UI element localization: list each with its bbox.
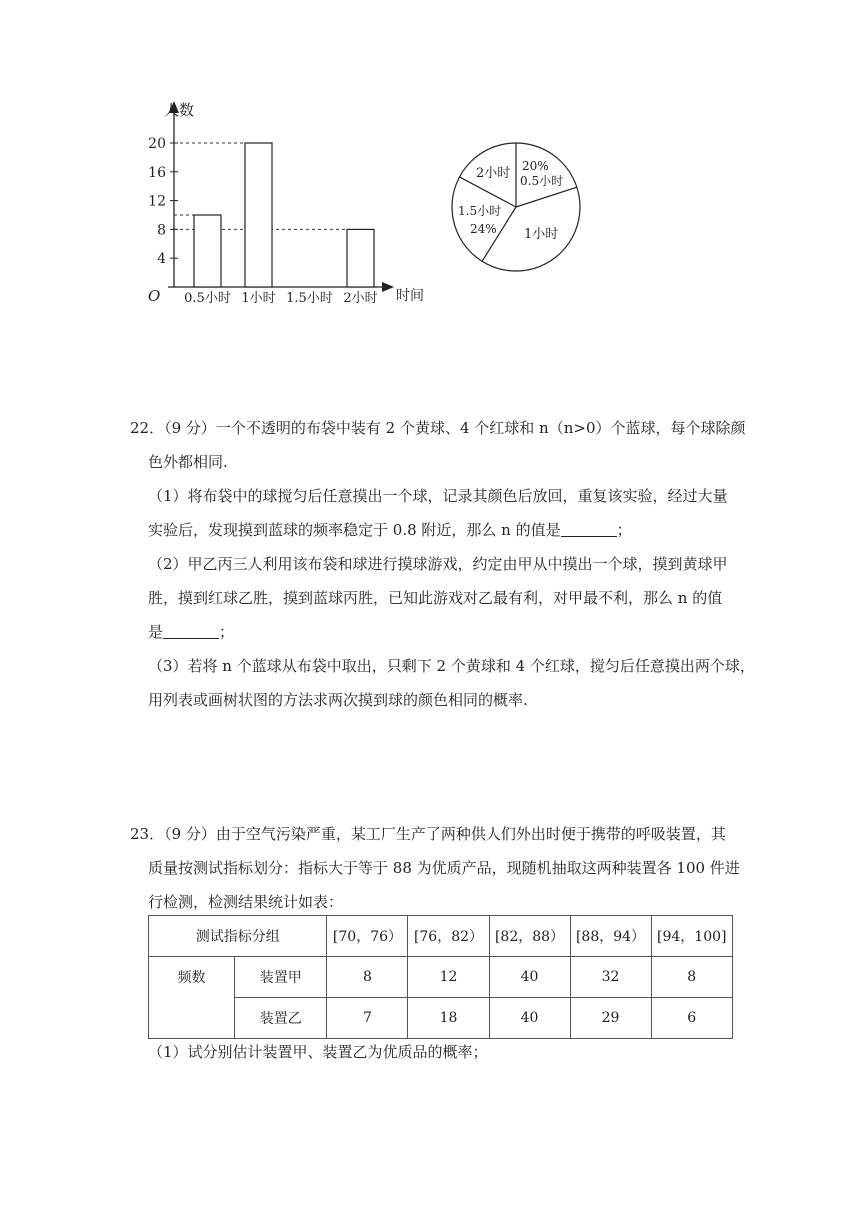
table-cell: 29 <box>570 998 651 1039</box>
bars <box>194 143 374 287</box>
table-row <box>149 957 733 998</box>
table-header-row <box>149 916 733 957</box>
x-tick-label: 0.5小时 <box>184 291 231 306</box>
table-cell: 8 <box>651 957 732 998</box>
x-tick-label: 1小时 <box>241 291 276 306</box>
answer-blank-2[interactable] <box>163 624 219 639</box>
table-cell: 8 <box>327 957 408 998</box>
q22-part2-line1: （2）甲乙丙三人利用该布袋和球进行摸球游戏，约定由甲从中摸出一个球，摸到黄球甲 <box>148 555 728 573</box>
q22-part2-text: 是 <box>148 623 164 641</box>
table-cell: 6 <box>651 998 732 1039</box>
table-cell: 40 <box>489 957 570 998</box>
pie-label-1h: 1小时 <box>524 227 559 242</box>
device-name: 装置乙 <box>235 998 327 1039</box>
q22-line2: 色外都相同. <box>148 453 228 471</box>
bar <box>245 143 272 287</box>
y-tick-label: 20 <box>148 136 166 152</box>
pie-chart <box>448 125 598 275</box>
q23-sub1: （1）试分别估计装置甲、装置乙为优质品的概率； <box>148 1043 488 1061</box>
q22-line1: 22．（9 分）一个不透明的布袋中装有 2 个黄球、4 个红球和 n（n>0）个蓝球，每个球除颜 <box>130 419 746 437</box>
pie-slice-divider <box>459 177 516 207</box>
q22-part2-end: ； <box>219 623 235 641</box>
q22-part2-line2: 胜，摸到红球乙胜，摸到蓝球丙胜，已知此游戏对乙最有利，对甲最不利，那么 n 的值 <box>148 589 723 607</box>
answer-blank-1[interactable] <box>561 522 617 537</box>
group-header: [94，100] <box>651 916 732 957</box>
group-header: [70，76） <box>327 916 408 957</box>
table-cell: 7 <box>327 998 408 1039</box>
q22-part1-line2 <box>148 519 632 540</box>
x-tick-labels <box>184 291 377 306</box>
row-label-frequency: 频数 <box>149 957 235 1039</box>
bar <box>347 229 374 287</box>
q23-line1: 23．（9 分）由于空气污染严重，某工厂生产了两种供人们外出时便于携带的呼吸装置，其 <box>130 825 726 843</box>
y-tick-label: 12 <box>148 193 166 210</box>
test-results-table <box>148 915 733 1039</box>
table-header-cell: 测试指标分组 <box>149 916 327 957</box>
pie-slice-divider <box>516 187 577 207</box>
x-axis-arrow <box>382 282 394 292</box>
x-tick-label: 1.5小时 <box>286 291 333 306</box>
table-cell: 12 <box>408 957 489 998</box>
table-cell: 18 <box>408 998 489 1039</box>
pie-slices <box>459 143 576 261</box>
group-header: [76，82） <box>408 916 489 957</box>
table-cell: 32 <box>570 957 651 998</box>
x-tick-label: 2小时 <box>343 291 378 306</box>
bar <box>194 215 221 287</box>
pie-label-20pct: 20% <box>522 159 549 173</box>
y-axis-label: 人数 <box>164 101 195 119</box>
pie-label-0-5h: 0.5小时 <box>520 174 564 188</box>
group-header: [88，94） <box>570 916 651 957</box>
origin-label: O <box>148 287 161 305</box>
q22-part3-line2: 用列表或画树状图的方法求两次摸到球的颜色相同的概率. <box>148 691 528 709</box>
pie-label-2h: 2小时 <box>476 166 511 181</box>
x-axis-label: 时间 <box>396 288 424 304</box>
q22-part1-text: 实验后，发现摸到蓝球的频率稳定于 0.8 附近，那么 n 的值是 <box>148 521 561 539</box>
q23-line2: 质量按测试指标划分：指标大于等于 88 为优质产品，现随机抽取这两种装置各 100 件进 <box>148 859 740 877</box>
q22-part1-line1: （1）将布袋中的球搅匀后任意摸出一个球，记录其颜色后放回，重复该实验，经过大量 <box>148 487 728 505</box>
y-tick-label: 16 <box>148 164 166 181</box>
table-cell: 40 <box>489 998 570 1039</box>
bar-chart <box>140 95 440 315</box>
device-name: 装置甲 <box>235 957 327 998</box>
y-tick-label: 8 <box>157 222 166 239</box>
pie-label-24pct: 24% <box>470 222 497 236</box>
q22-part3-line1: （3）若将 n 个蓝球从布袋中取出，只剩下 2 个黄球和 4 个红球，搅匀后任意摸出两个球， <box>148 657 755 675</box>
pie-label-1-5h: 1.5小时 <box>458 204 502 218</box>
y-tick-label: 4 <box>157 251 166 268</box>
q22-part1-end: ； <box>616 521 632 539</box>
group-header: [82，88） <box>489 916 570 957</box>
q23-line3: 行检测，检测结果统计如表： <box>148 893 344 911</box>
q22-part2-line3 <box>148 621 234 642</box>
table-row <box>149 998 733 1039</box>
